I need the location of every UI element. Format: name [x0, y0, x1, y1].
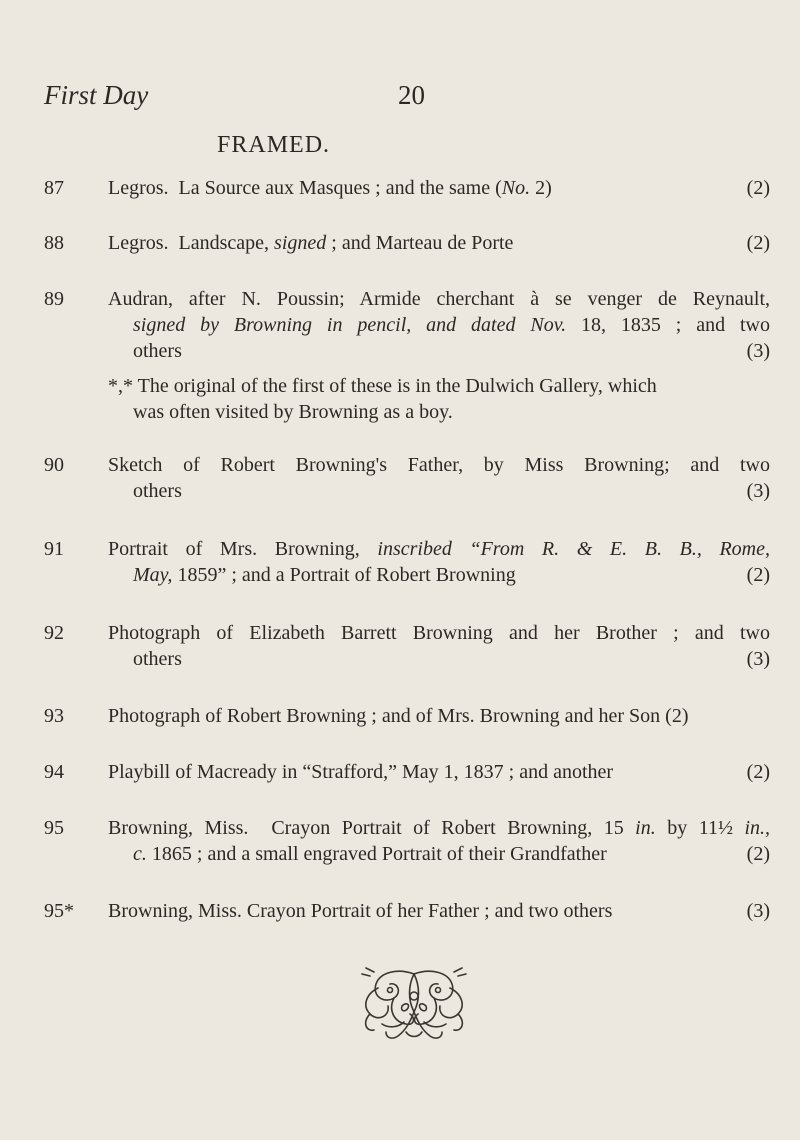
- page-header: [44, 80, 756, 114]
- running-head: First Day: [44, 80, 149, 110]
- lot-number: 93: [44, 705, 64, 727]
- lot-description-line: Photograph of Elizabeth Barrett Browning and her Brother ; and two: [108, 622, 770, 644]
- lot-entry: [44, 759, 770, 785]
- lot-description-line: [108, 338, 770, 364]
- lot-quantity: (3): [746, 900, 770, 922]
- decorative-ornament: [358, 966, 470, 1044]
- lot-entry: [44, 620, 770, 672]
- lot-number: 89: [44, 288, 64, 310]
- lot-description-text: others: [133, 648, 182, 670]
- lot-note: was often visited by Browning as a boy.: [133, 401, 453, 423]
- lot-number: 95*: [44, 900, 74, 922]
- lot-description-line: signed by Browning in pencil, and dated Nov. 18, 1835 ; and two: [133, 314, 770, 336]
- lot-entry: [44, 452, 770, 504]
- lot-description-text: Playbill of Macready in “Strafford,” May 1, 1837 ; and another: [108, 761, 614, 783]
- lot-entry: [44, 536, 770, 588]
- lot-quantity: (3): [746, 340, 770, 362]
- lot-quantity: (2): [746, 232, 770, 254]
- lot-description-line: [108, 478, 770, 504]
- lot-number: 90: [44, 454, 64, 476]
- lot-description: Legros. Landscape, signed ; and Marteau de Porte (2): [108, 232, 770, 254]
- lot-description-line: Portrait of Mrs. Browning, inscribed “From R. & E. B. B., Rome,: [108, 538, 770, 560]
- lot-description-line: [108, 646, 770, 672]
- lot-number: 94: [44, 761, 64, 783]
- lot-description-line: Audran, after N. Poussin; Armide cherchant à se venger de Reynault,: [108, 288, 770, 310]
- lot-description-text: others: [133, 340, 182, 362]
- lot-entry: [44, 286, 770, 425]
- lot-quantity: (2): [746, 843, 770, 865]
- lot-description: Legros. La Source aux Masques ; and the same (No. 2) (2): [108, 177, 770, 199]
- lot-description-text: others: [133, 480, 182, 502]
- lot-entry: [44, 703, 770, 729]
- lot-quantity: (2): [746, 564, 770, 586]
- lot-entry: [44, 815, 770, 867]
- lot-entry: [44, 175, 770, 201]
- lot-quantity: (2): [746, 177, 770, 199]
- lot-description: [108, 898, 770, 924]
- lot-quantity: (3): [746, 648, 770, 670]
- lot-number: 87: [44, 177, 64, 199]
- lot-quantity: (3): [746, 480, 770, 502]
- lot-description-line: Sketch of Robert Browning's Father, by Miss Browning; and two: [108, 454, 770, 476]
- lot-entry: [44, 898, 770, 924]
- section-title: FRAMED.: [217, 132, 331, 158]
- lot-number: 88: [44, 232, 64, 254]
- lot-description: [108, 703, 770, 729]
- lot-description-line: c. 1865 ; and a small engraved Portrait of their Grandfather (2): [133, 843, 770, 865]
- lot-number: 95: [44, 817, 64, 839]
- lot-description: [108, 759, 770, 785]
- lot-quantity: (2): [746, 761, 770, 783]
- lot-number: 91: [44, 538, 64, 560]
- lot-description-text: Browning, Miss. Crayon Portrait of her Father ; and two others: [108, 900, 613, 922]
- lot-quantity: (2): [665, 705, 689, 727]
- lot-description-line: Browning, Miss. Crayon Portrait of Robert Browning, 15 in. by 11½ in.,: [108, 817, 770, 839]
- lot-description-text: Photograph of Robert Browning ; and of Mrs. Browning and her Son: [108, 705, 661, 727]
- page-number: 20: [398, 80, 425, 110]
- lot-note: *,* The original of the first of these is in the Dulwich Gallery, which: [108, 375, 657, 397]
- lot-number: 92: [44, 622, 64, 644]
- lot-entry: [44, 230, 770, 256]
- lot-description-line: May, 1859” ; and a Portrait of Robert Browning (2): [133, 564, 770, 586]
